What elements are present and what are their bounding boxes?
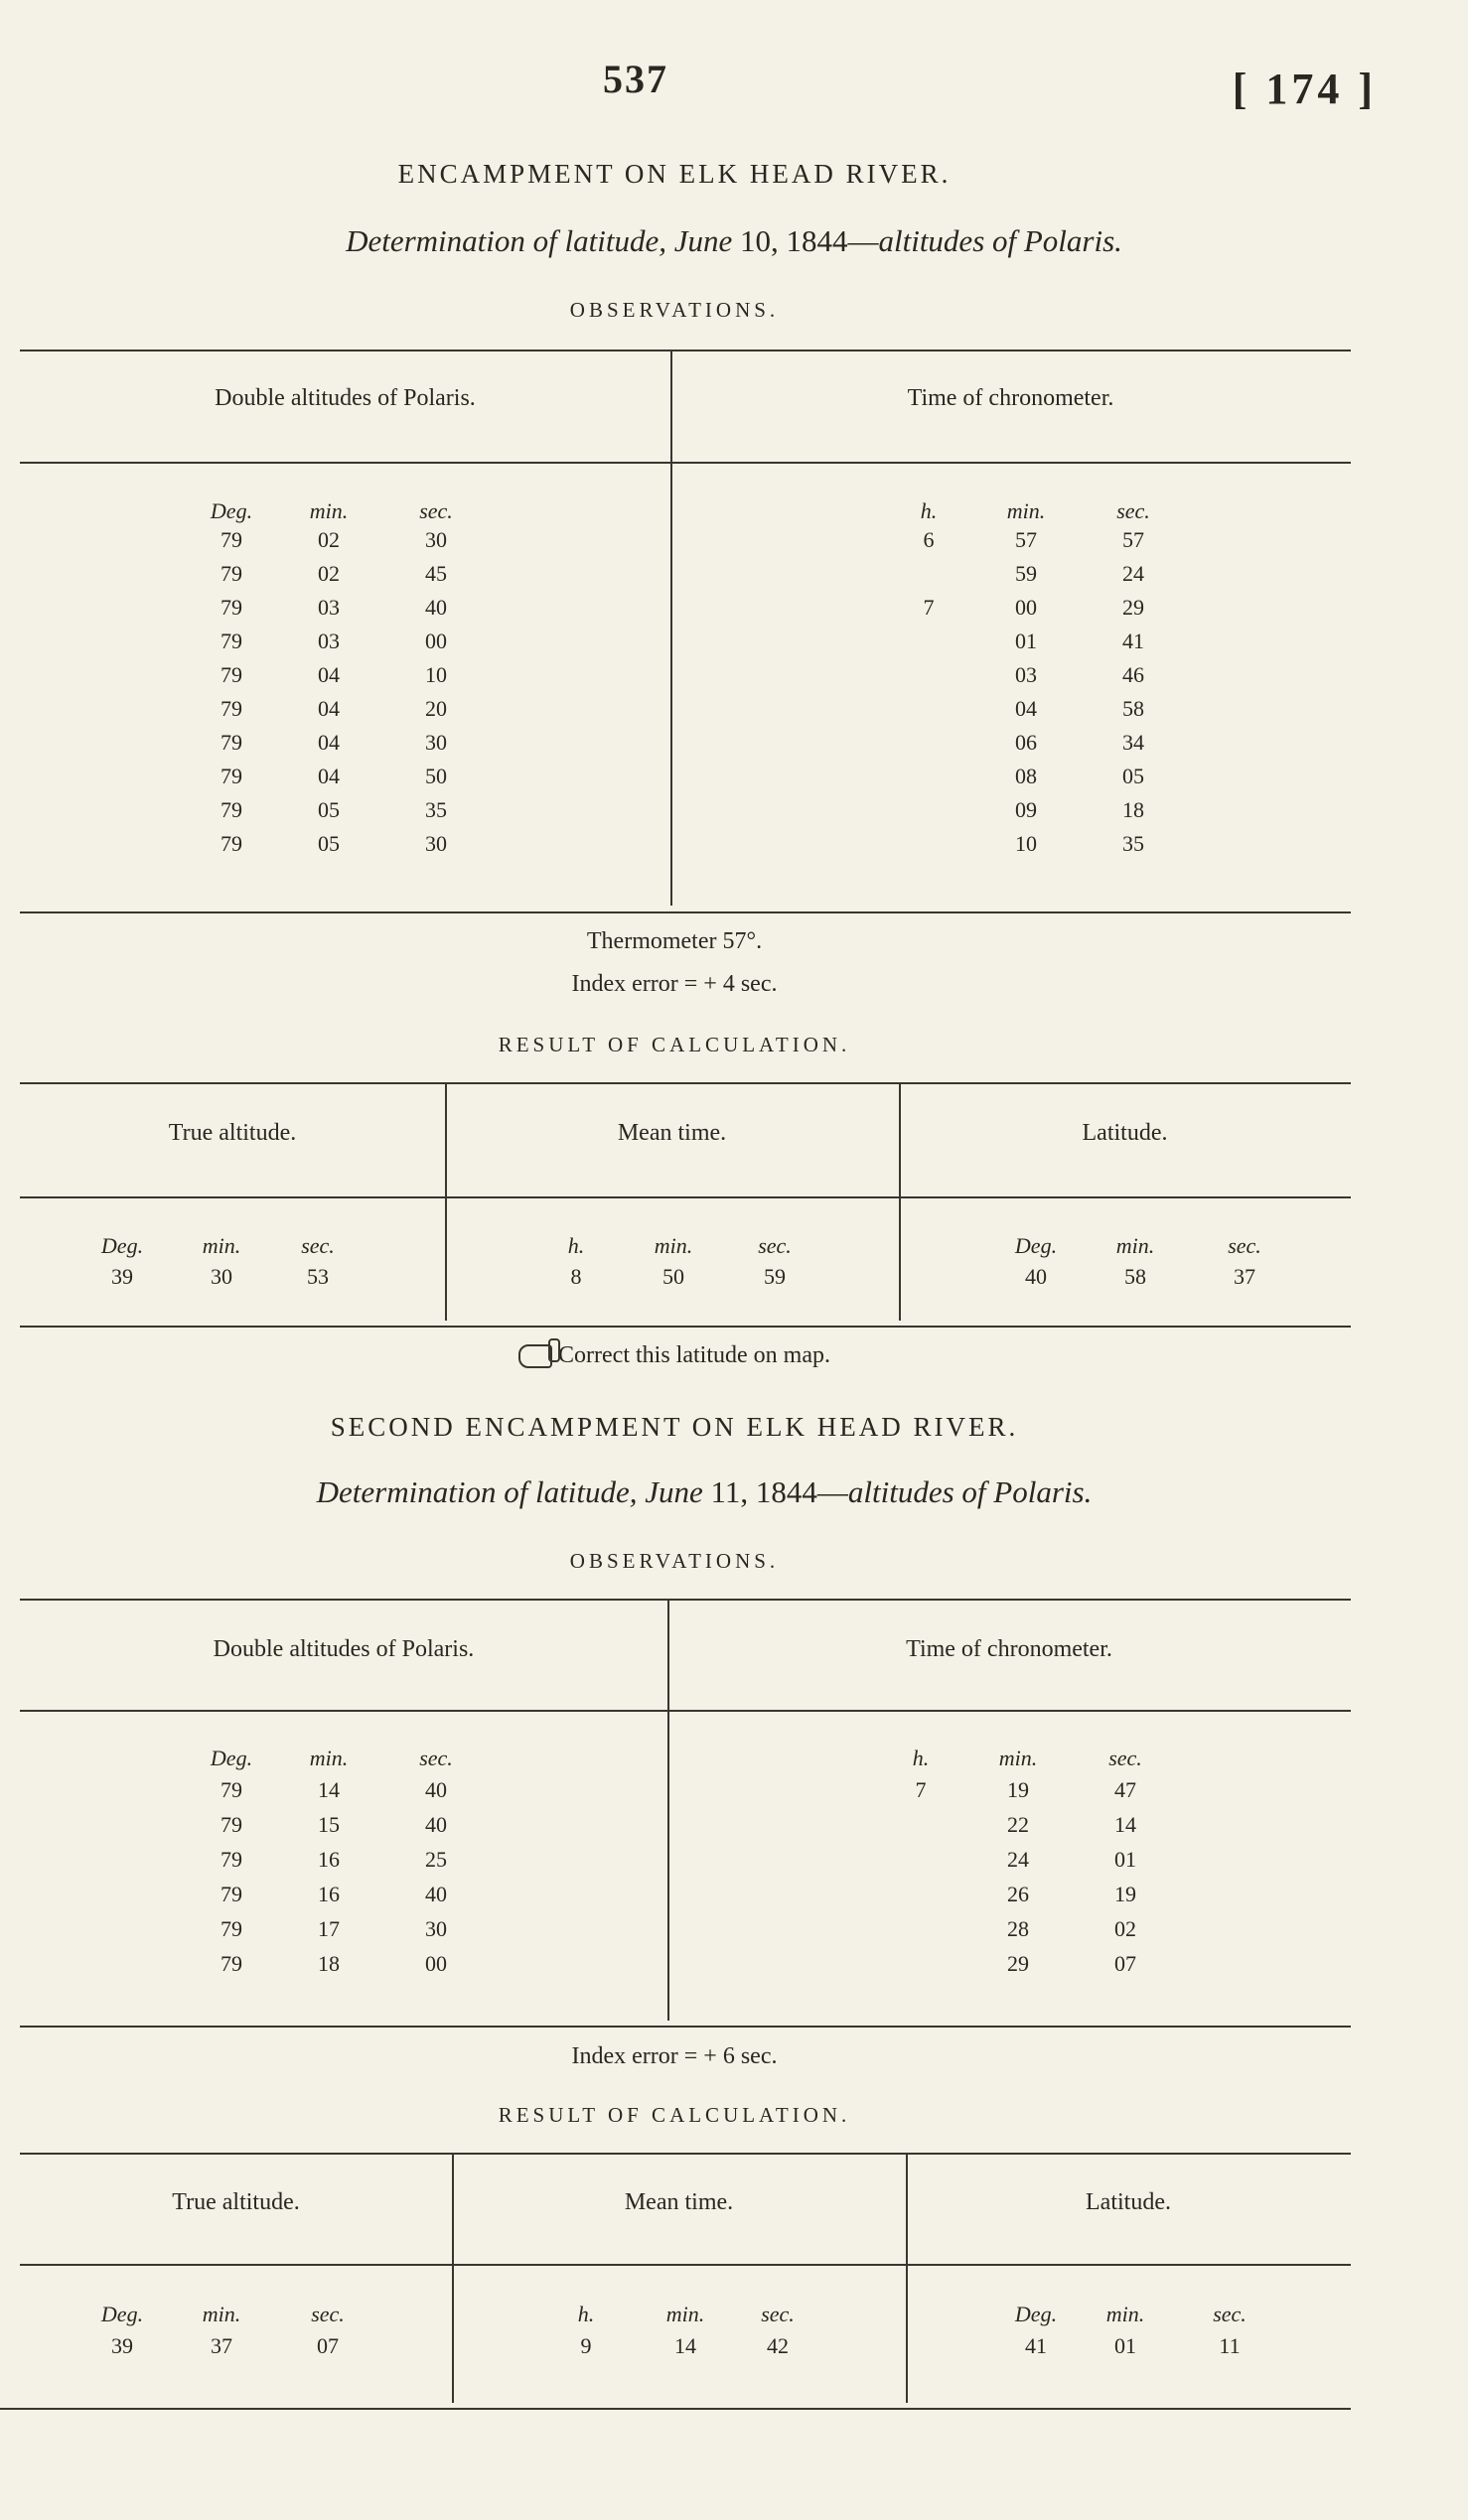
altitude-value: 79	[220, 797, 242, 822]
page-number: 537	[603, 57, 668, 101]
unit-label: Deg.	[100, 2302, 144, 2326]
unit-label: Deg.	[1014, 2302, 1058, 2326]
altitude-value: 40	[425, 1882, 447, 1906]
altitude-value: 30	[425, 1916, 447, 1941]
unit-label: sec.	[758, 1233, 792, 1258]
result-value: 37	[1234, 1264, 1255, 1289]
altitude-value: 79	[220, 1951, 242, 1976]
unit-label: min.	[309, 1746, 349, 1770]
altitude-value: 16	[318, 1847, 340, 1872]
result-value: 8	[570, 1264, 582, 1289]
time-value: 7	[915, 1777, 927, 1802]
time-value: 34	[1122, 730, 1144, 755]
altitude-value: 05	[318, 797, 340, 822]
thermometer-note: Thermometer 57°.	[586, 928, 763, 954]
result-value: 11	[1219, 2333, 1241, 2358]
altitude-value: 02	[318, 561, 340, 586]
result-value: 39	[111, 1264, 133, 1289]
result-value: 07	[317, 2333, 339, 2358]
altitude-value: 79	[220, 1916, 242, 1941]
column-header-latitude: Latitude.	[1086, 2189, 1171, 2215]
time-value: 29	[1007, 1951, 1029, 1976]
altitude-value: 40	[425, 595, 447, 620]
altitude-value: 79	[220, 561, 242, 586]
section-subheading: Determination of latitude, June 10, 1844—altitudes of Polaris.	[346, 223, 1122, 258]
unit-label: sec.	[1213, 2302, 1247, 2326]
column-header-time: Time of chronometer.	[906, 1636, 1112, 1662]
time-value: 57	[1015, 527, 1037, 552]
unit-label: min.	[998, 1746, 1038, 1770]
altitude-value: 79	[220, 662, 242, 687]
altitude-value: 50	[425, 764, 447, 788]
unit-label: min.	[654, 1233, 693, 1258]
column-header-altitudes: Double altitudes of Polaris.	[215, 385, 476, 411]
time-value: 6	[923, 527, 935, 552]
column-header-mean-time: Mean time.	[617, 1120, 727, 1146]
correction-note: Correct this latitude on map.	[0, 1342, 1408, 1369]
altitude-value: 79	[220, 730, 242, 755]
column-header-time: Time of chronometer.	[907, 385, 1114, 411]
result-value: 39	[111, 2333, 133, 2358]
result-value: 53	[307, 1264, 329, 1289]
result-value: 58	[1124, 1264, 1146, 1289]
index-error-note: Index error = + 6 sec.	[571, 2043, 778, 2069]
altitude-value: 25	[425, 1847, 447, 1872]
unit-label: Deg.	[100, 1233, 144, 1258]
altitude-value: 02	[318, 527, 340, 552]
result-value: 30	[211, 1264, 232, 1289]
time-value: 22	[1007, 1812, 1029, 1837]
unit-label: Deg.	[210, 1746, 253, 1770]
column-header-true-altitude: True altitude.	[168, 1120, 297, 1146]
result-value: 01	[1114, 2333, 1136, 2358]
time-value: 06	[1015, 730, 1037, 755]
altitude-value: 79	[220, 696, 242, 721]
altitude-value: 00	[425, 1951, 447, 1976]
time-value: 04	[1015, 696, 1037, 721]
altitude-value: 03	[318, 629, 340, 653]
altitude-value: 04	[318, 764, 340, 788]
altitude-value: 00	[425, 629, 447, 653]
unit-label: min.	[1115, 1233, 1155, 1258]
section-heading: ENCAMPMENT ON ELK HEAD RIVER.	[397, 159, 952, 189]
time-value: 29	[1122, 595, 1144, 620]
unit-label: sec.	[1228, 1233, 1261, 1258]
altitude-value: 14	[318, 1777, 340, 1802]
result-label: RESULT OF CALCULATION.	[498, 2103, 851, 2127]
unit-label: sec.	[311, 2302, 345, 2326]
time-value: 03	[1015, 662, 1037, 687]
pointing-hand-icon	[518, 1344, 552, 1368]
altitude-value: 30	[425, 527, 447, 552]
unit-label: min.	[309, 498, 349, 523]
result-value: 37	[211, 2333, 232, 2358]
altitude-value: 79	[220, 1812, 242, 1837]
altitude-value: 20	[425, 696, 447, 721]
unit-label: sec.	[1108, 1746, 1142, 1770]
time-value: 05	[1122, 764, 1144, 788]
column-header-latitude: Latitude.	[1082, 1120, 1168, 1146]
column-header-altitudes: Double altitudes of Polaris.	[213, 1636, 475, 1662]
time-value: 7	[923, 595, 935, 620]
unit-label: h.	[567, 1233, 585, 1258]
altitude-value: 35	[425, 797, 447, 822]
result-value: 9	[580, 2333, 592, 2358]
time-value: 59	[1015, 561, 1037, 586]
unit-label: min.	[1105, 2302, 1145, 2326]
unit-label: h.	[577, 2302, 595, 2326]
time-value: 14	[1114, 1812, 1136, 1837]
time-value: 57	[1122, 527, 1144, 552]
observations-label: OBSERVATIONS.	[569, 1549, 780, 1573]
altitude-value: 04	[318, 696, 340, 721]
time-value: 47	[1114, 1777, 1136, 1802]
time-value: 00	[1015, 595, 1037, 620]
unit-label: Deg.	[210, 498, 253, 523]
result-value: 14	[674, 2333, 696, 2358]
time-value: 07	[1114, 1951, 1136, 1976]
result-value: 40	[1025, 1264, 1047, 1289]
time-value: 19	[1114, 1882, 1136, 1906]
altitude-value: 79	[220, 1777, 242, 1802]
page-number-bracketed: [ 174 ]	[1232, 65, 1377, 113]
column-header-mean-time: Mean time.	[624, 2189, 734, 2215]
time-value: 35	[1122, 831, 1144, 856]
result-value: 42	[767, 2333, 789, 2358]
time-value: 26	[1007, 1882, 1029, 1906]
time-value: 08	[1015, 764, 1037, 788]
observations-label: OBSERVATIONS.	[569, 298, 780, 322]
altitude-value: 79	[220, 764, 242, 788]
section-heading: SECOND ENCAMPMENT ON ELK HEAD RIVER.	[330, 1412, 1019, 1442]
time-value: 24	[1007, 1847, 1029, 1872]
unit-label: sec.	[301, 1233, 335, 1258]
unit-label: min.	[665, 2302, 705, 2326]
unit-label: sec.	[419, 498, 453, 523]
altitude-value: 30	[425, 730, 447, 755]
altitude-value: 79	[220, 629, 242, 653]
altitude-value: 30	[425, 831, 447, 856]
unit-label: min.	[202, 1233, 241, 1258]
unit-label: sec.	[1116, 498, 1150, 523]
time-value: 28	[1007, 1916, 1029, 1941]
unit-label: min.	[1006, 498, 1046, 523]
time-value: 10	[1015, 831, 1037, 856]
result-value: 59	[764, 1264, 786, 1289]
unit-label: h.	[920, 498, 938, 523]
altitude-value: 16	[318, 1882, 340, 1906]
time-value: 09	[1015, 797, 1037, 822]
result-value: 50	[662, 1264, 684, 1289]
altitude-value: 79	[220, 831, 242, 856]
altitude-value: 45	[425, 561, 447, 586]
altitude-value: 40	[425, 1777, 447, 1802]
altitude-value: 79	[220, 527, 242, 552]
altitude-value: 15	[318, 1812, 340, 1837]
altitude-value: 04	[318, 662, 340, 687]
index-error-note: Index error = + 4 sec.	[571, 971, 778, 997]
unit-label: Deg.	[1014, 1233, 1058, 1258]
result-label: RESULT OF CALCULATION.	[498, 1033, 851, 1056]
time-value: 01	[1114, 1847, 1136, 1872]
unit-label: sec.	[761, 2302, 795, 2326]
unit-label: min.	[202, 2302, 241, 2326]
altitude-value: 79	[220, 1847, 242, 1872]
result-value: 41	[1025, 2333, 1047, 2358]
altitude-value: 03	[318, 595, 340, 620]
altitude-value: 40	[425, 1812, 447, 1837]
altitude-value: 04	[318, 730, 340, 755]
altitude-value: 79	[220, 595, 242, 620]
time-value: 18	[1122, 797, 1144, 822]
altitude-value: 17	[318, 1916, 340, 1941]
time-value: 01	[1015, 629, 1037, 653]
time-value: 02	[1114, 1916, 1136, 1941]
unit-label: h.	[912, 1746, 930, 1770]
altitude-value: 05	[318, 831, 340, 856]
time-value: 46	[1122, 662, 1144, 687]
altitude-value: 79	[220, 1882, 242, 1906]
section-subheading: Determination of latitude, June 11, 1844—altitudes of Polaris.	[316, 1474, 1093, 1509]
altitude-value: 18	[318, 1951, 340, 1976]
column-header-true-altitude: True altitude.	[172, 2189, 300, 2215]
time-value: 19	[1007, 1777, 1029, 1802]
time-value: 58	[1122, 696, 1144, 721]
time-value: 24	[1122, 561, 1144, 586]
unit-label: sec.	[419, 1746, 453, 1770]
time-value: 41	[1122, 629, 1144, 653]
altitude-value: 10	[425, 662, 447, 687]
